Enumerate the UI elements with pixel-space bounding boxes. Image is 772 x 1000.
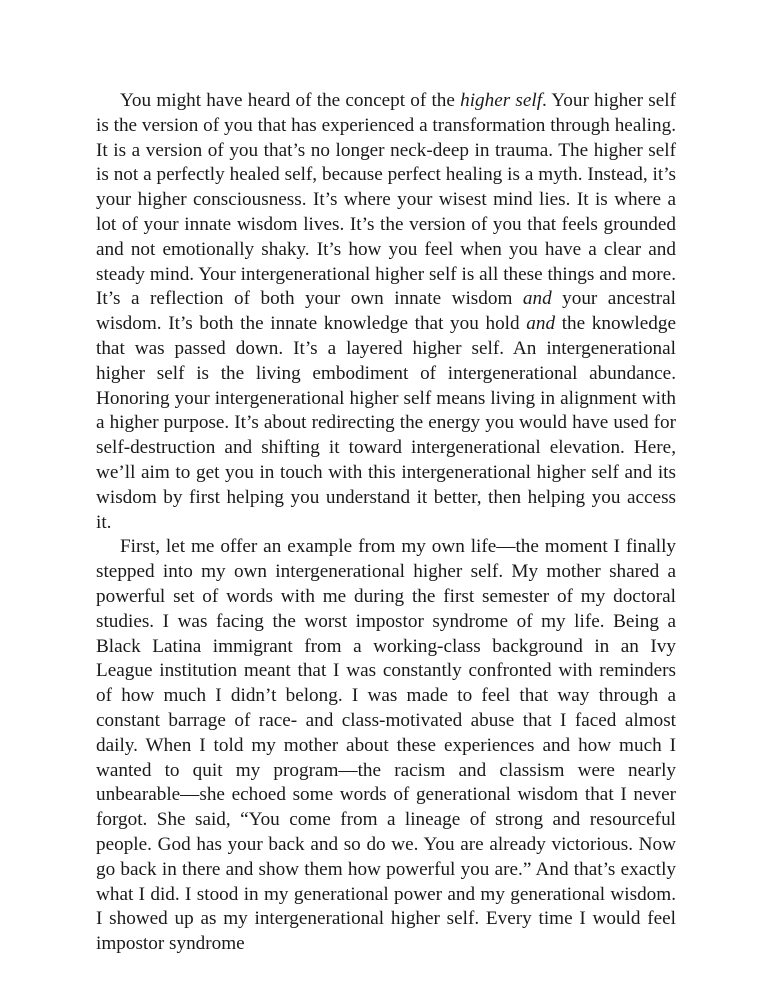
p1-emphasis-and-2: and: [526, 313, 556, 335]
p1-emphasis-higher-self: higher self: [460, 90, 543, 111]
p1-emphasis-and-1: and: [522, 288, 552, 310]
p1-text-2: . Your higher self is the version of you that has experienced a transformation through healing. It is a version of you that’s no longer neck-deep in trauma. The higher self is not a perfectly healed self, because perfect healing is a myth. Instead, it’s your higher consciousness. It’s where your wisest mind lies. It is where a lot of your innate wisdom lives. It’s the version of you that feels grounded and not emotionally shaky. It’s how you feel when you have a clear and steady mind. Your intergenerational higher self is all these things and more. It’s a reflection of both your own innate wisdom: [96, 90, 676, 310]
p2-text: First, let me offer an example from my own life—the moment I finally stepped into my own intergenerational higher self. My mother shared a powerful set of words with me during the first semester of my doctoral studies. I was facing the worst impostor syndrome of my life. Being a Black Latina immigrant from a working-class background in an Ivy League institution meant that I was constantly confronted with reminders of how much I didn’t belong. I was made to feel that way through a constant barrage of race- and class-motivated abuse that I faced almost daily. When I told my mother about these experiences and how much I wanted to quit my program—the racism and classism were nearly unbearable—she echoed some words of generational wisdom that I never forgot. She said, “You come from a lineage of strong and resourceful people. God has your back and so do we. You are already victorious. Now go back in there and show them how powerful you are.” And that’s exactly what I did. I stood in my generational power and my generational wisdom. I showed up as my intergenerational higher self. Every time I would feel impostor syndrome: [96, 536, 676, 955]
document-page: [96, 89, 676, 957]
p1-text-4: the knowledge that was passed down. It’s a layered higher self. An intergenerational higher self is the living embodiment of intergenerational abundance. Honoring your intergenerational higher self means living in alignment with a higher purpose. It’s about redirecting the energy you would have used for self-destruction and shifting it toward intergenerational elevation. Here, we’ll aim to get you in touch with this intergenerational higher self and its wisdom by first helping you understand it better, then helping you access it.: [96, 313, 676, 533]
paragraph-personal-example: [96, 535, 676, 957]
p1-text-3: your ancestral wisdom. It’s both the innate knowledge that you hold: [96, 288, 676, 335]
p1-text-1: You might have heard of the concept of the: [120, 90, 461, 111]
paragraph-higher-self: [96, 89, 676, 535]
